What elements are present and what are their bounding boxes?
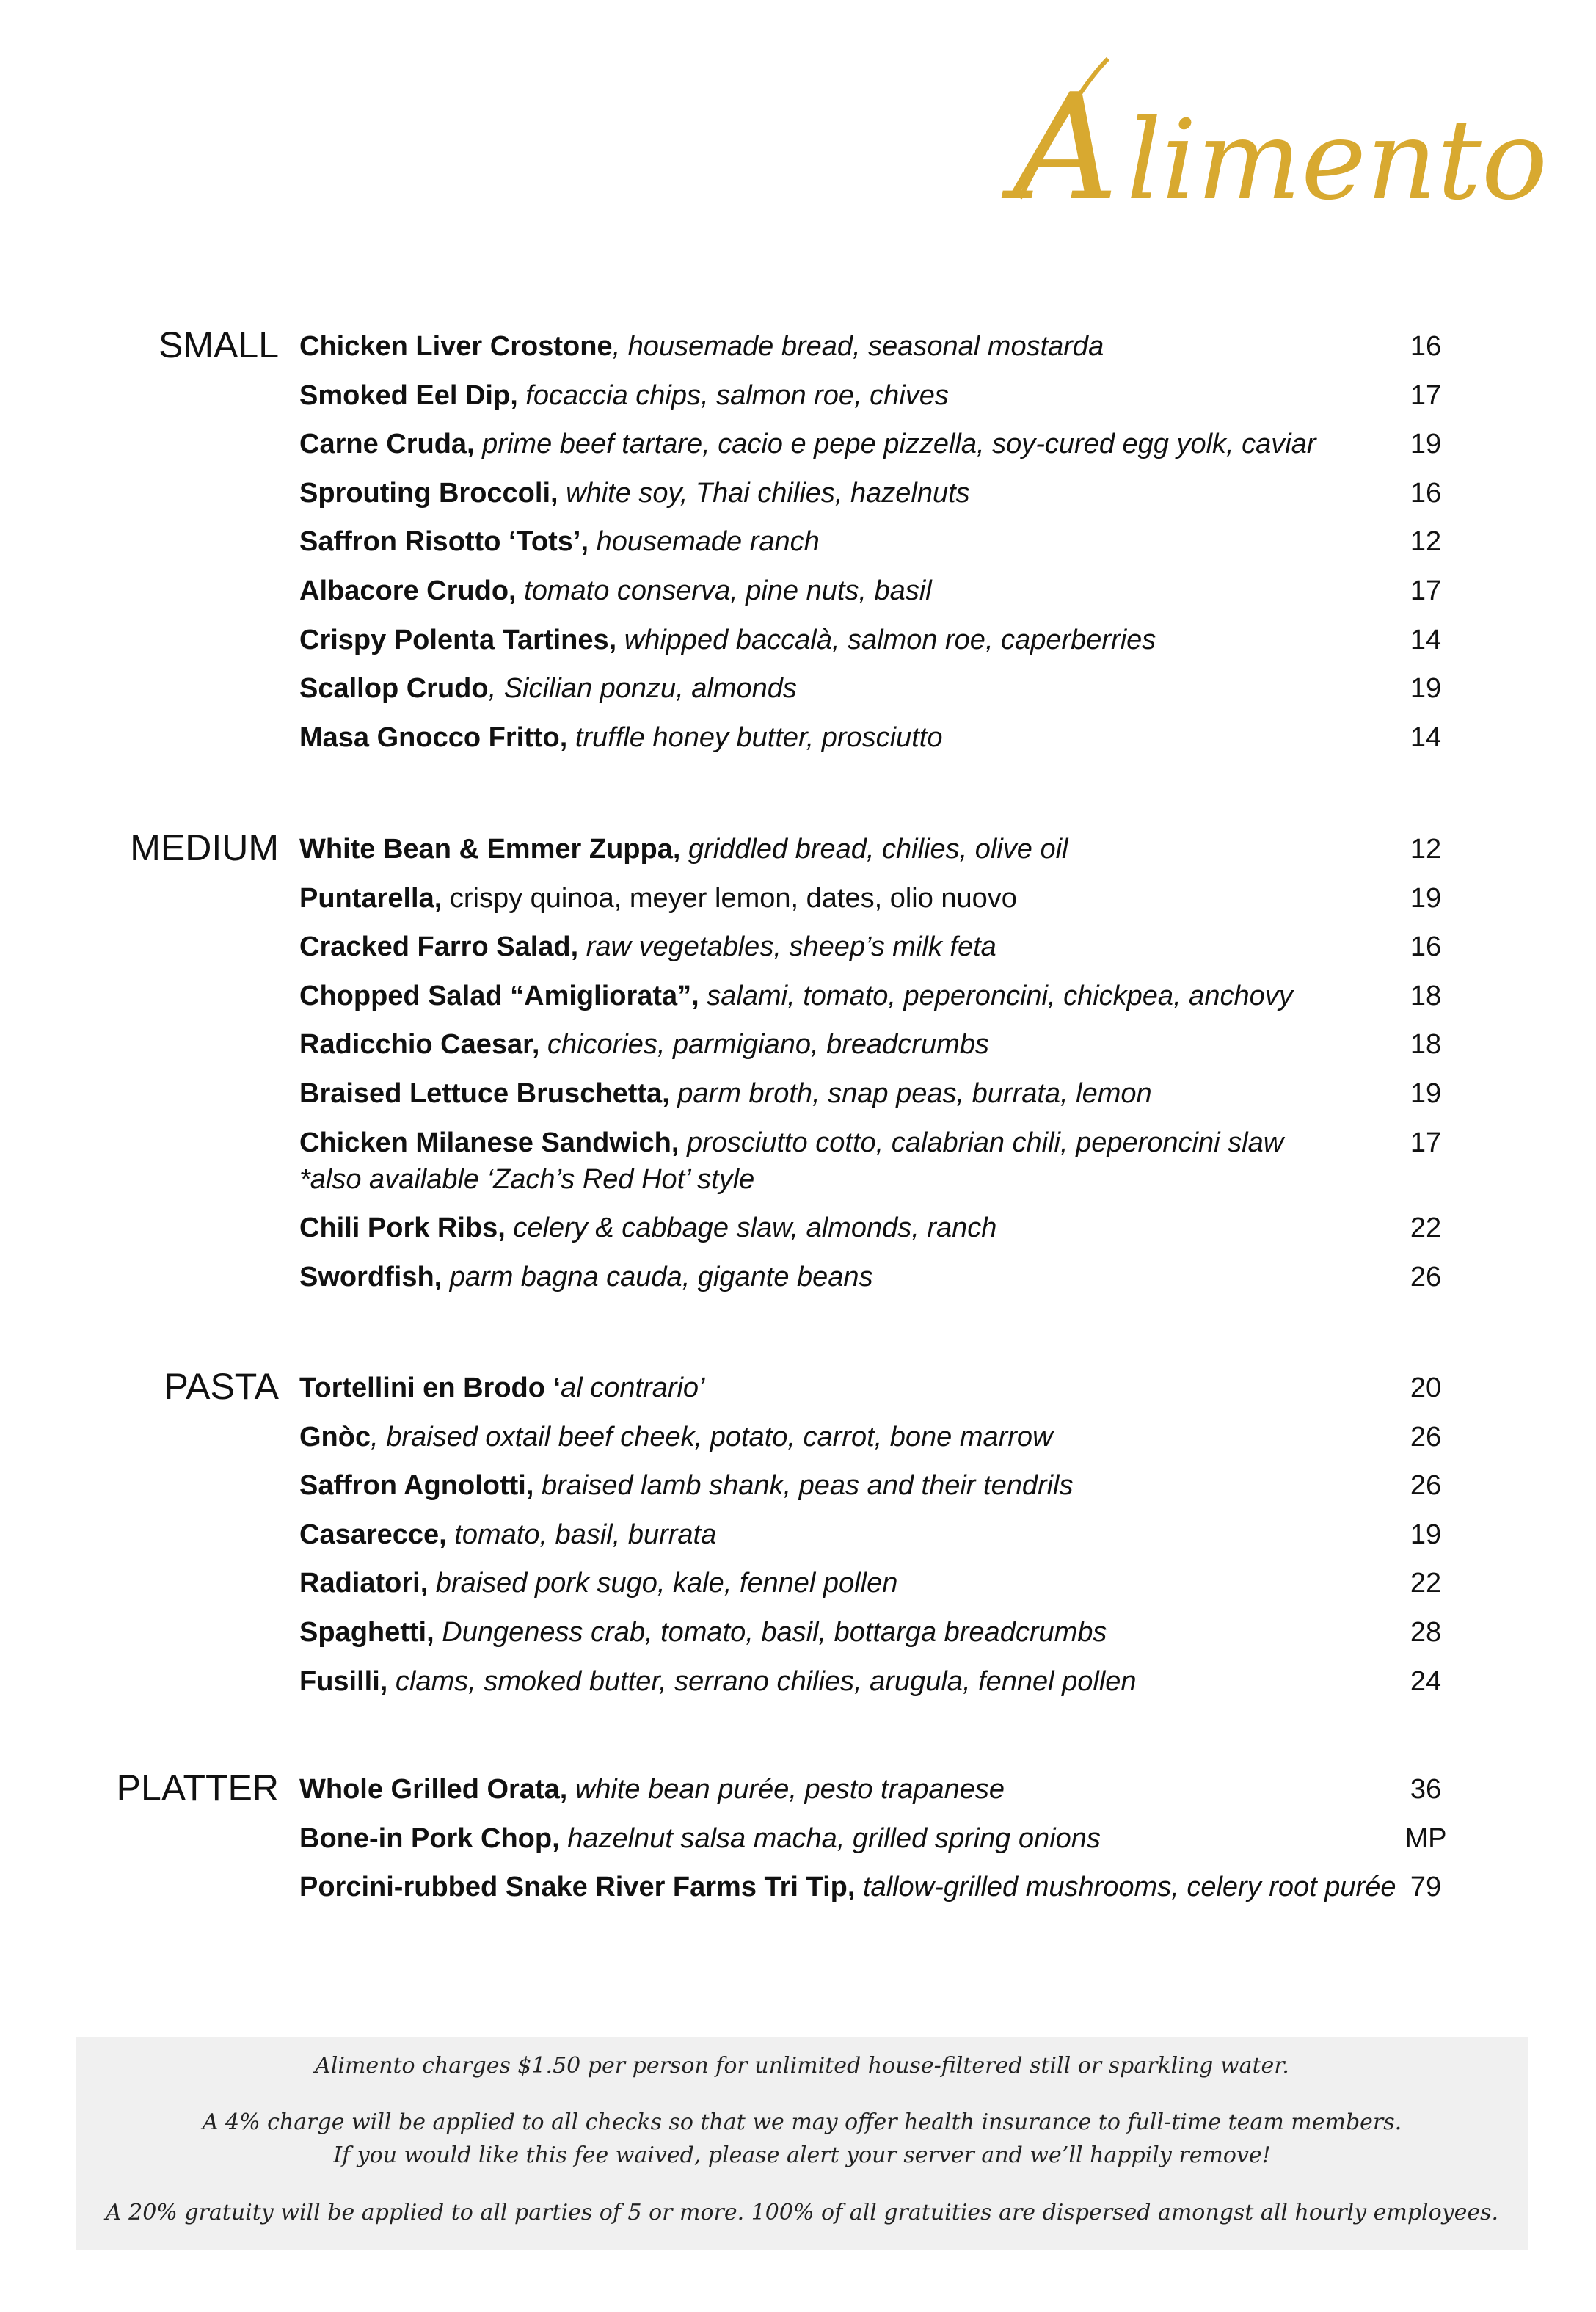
menu-item	[299, 1869, 1444, 1905]
menu-item-description: raw vegetables, sheep’s milk feta	[578, 931, 996, 963]
menu-item-price: 17	[1410, 575, 1442, 606]
menu-item-price: 16	[1410, 331, 1442, 362]
menu-item-name: Saffron Risotto ‘Tots’,	[299, 526, 589, 558]
menu-item-price: 18	[1410, 1029, 1442, 1061]
menu-item-description: white soy, Thai chilies, hazelnuts	[558, 477, 970, 509]
menu-item-name: Chicken Milanese Sandwich,	[299, 1127, 679, 1158]
menu-item	[299, 719, 1444, 756]
menu-item-price: 16	[1410, 931, 1442, 963]
menu-item-description: al contrario’	[561, 1373, 705, 1403]
menu-item-price: 19	[1410, 1078, 1442, 1109]
footer-health-note: A 4% charge will be applied to all checks so that we may offer health insurance to full-time team members.	[202, 2109, 1402, 2135]
menu-item-description: griddled bread, chilies, olive oil	[680, 834, 1068, 865]
menu-item-description: braised lamb shank, peas and their tendrils	[533, 1470, 1074, 1502]
menu-item	[299, 426, 1444, 462]
menu-item-price: 19	[1410, 1519, 1442, 1550]
menu-item-description: focaccia chips, salmon roe, chives	[517, 379, 949, 411]
menu-item-price: 19	[1410, 882, 1442, 914]
menu-item	[299, 475, 1444, 512]
menu-item-price: 17	[1410, 379, 1442, 411]
menu-item-price: 22	[1410, 1568, 1442, 1599]
menu-item-name: Casarecce,	[299, 1519, 447, 1550]
menu-item-description: , braised oxtail beef cheek, potato, carrot, bone marrow	[371, 1421, 1053, 1453]
menu-item	[299, 1210, 1444, 1246]
menu-item	[299, 1565, 1444, 1602]
menu-item-name: Cracked Farro Salad,	[299, 931, 579, 963]
menu-item-price: 16	[1410, 477, 1442, 509]
menu-item	[299, 572, 1444, 609]
menu-item-description: white bean purée, pesto trapanese	[567, 1774, 1005, 1805]
menu-item	[299, 1419, 1444, 1455]
menu-item	[299, 1663, 1444, 1700]
menu-item-description: whipped baccalà, salmon roe, caperberries	[616, 624, 1156, 655]
menu-item-description: celery & cabbage slaw, almonds, ranch	[505, 1213, 997, 1244]
menu-item-description: salami, tomato, peperoncini, chickpea, anchovy	[699, 980, 1293, 1011]
menu-item	[299, 1771, 1444, 1808]
menu-item-name: Whole Grilled Orata,	[299, 1774, 568, 1805]
menu-item	[299, 1614, 1444, 1651]
section-title: PLATTER	[116, 1767, 279, 1808]
menu-item-description: braised pork sugo, kale, fennel pollen	[428, 1568, 898, 1599]
menu-item-price: 14	[1410, 624, 1442, 655]
footer-waive-note: If you would like this fee waived, please alert your server and we’ll happily remove!	[333, 2142, 1271, 2168]
menu-item-price: 12	[1410, 834, 1442, 865]
menu-item-description: , housemade bread, seasonal mostarda	[612, 331, 1104, 362]
menu-item-name: Smoked Eel Dip,	[299, 379, 518, 411]
menu-item-name: Albacore Crudo,	[299, 575, 517, 606]
menu-item-price: 19	[1410, 673, 1442, 705]
menu-item-price: 20	[1410, 1373, 1442, 1403]
menu-item-name: Scallop Crudo	[299, 673, 489, 705]
menu-item-description: parm broth, snap peas, burrata, lemon	[669, 1078, 1152, 1109]
menu-item-name: Saffron Agnolotti,	[299, 1470, 534, 1502]
menu-item-name: Crispy Polenta Tartines,	[299, 624, 617, 655]
menu-item	[299, 622, 1444, 658]
menu-item-description: truffle honey butter, prosciutto	[567, 721, 943, 753]
menu-item-name: Chili Pork Ribs,	[299, 1213, 506, 1244]
menu-item-note: *also available ‘Zach’s Red Hot’ style	[299, 1163, 755, 1195]
menu-item-price: MP	[1404, 1822, 1447, 1854]
menu-item-price: 19	[1410, 429, 1442, 460]
section-title: MEDIUM	[130, 827, 279, 868]
menu-item-description: crispy quinoa, meyer lemon, dates, olio nuovo	[442, 882, 1017, 914]
menu-item-name: Radicchio Caesar,	[299, 1029, 540, 1061]
menu-item-description: chicories, parmigiano, breadcrumbs	[539, 1029, 989, 1061]
menu-item	[299, 670, 1444, 707]
menu-item	[299, 523, 1444, 560]
footer-gratuity-note: A 20% gratuity will be applied to all parties of 5 or more. 100% of all gratuities are dispersed amongst all hourly employees.	[105, 2200, 1499, 2225]
menu-item-price: 17	[1410, 1127, 1442, 1158]
menu-item	[299, 328, 1444, 365]
menu-item-name: Fusilli,	[299, 1665, 388, 1697]
menu-item-description: housemade ranch	[589, 526, 820, 558]
menu-item	[299, 1370, 1444, 1406]
menu-item-description: hazelnut salsa macha, grilled spring onions	[559, 1822, 1101, 1854]
menu-item-name: Puntarella,	[299, 882, 442, 914]
menu-item-name: White Bean & Emmer Zuppa,	[299, 834, 681, 865]
menu-item-price: 24	[1410, 1665, 1442, 1697]
logo-initial: A	[1013, 62, 1119, 233]
section-title: PASTA	[164, 1366, 279, 1407]
menu-item-price: 18	[1410, 980, 1442, 1011]
menu-item-name: Chicken Liver Crostone	[299, 331, 613, 362]
menu-item-description: Dungeness crab, tomato, basil, bottarga breadcrumbs	[434, 1617, 1107, 1648]
menu-item-description: parm bagna cauda, gigante beans	[442, 1261, 873, 1293]
menu-item-price: 26	[1410, 1421, 1442, 1453]
menu-item-price: 26	[1410, 1470, 1442, 1502]
menu-item-name: Braised Lettuce Bruschetta,	[299, 1078, 670, 1109]
footer-notice-box	[76, 2037, 1528, 2250]
menu-item	[299, 1026, 1444, 1063]
menu-item-name: Swordfish,	[299, 1261, 442, 1293]
menu-item-description: clams, smoked butter, serrano chilies, arugula, fennel pollen	[387, 1665, 1137, 1697]
menu-item-name: Spaghetti,	[299, 1617, 434, 1648]
menu-item	[299, 831, 1444, 868]
menu-item-description: prosciutto cotto, calabrian chili, peperoncini slaw	[679, 1127, 1284, 1158]
menu-item-price: 14	[1410, 721, 1442, 753]
menu-item	[299, 1124, 1444, 1198]
menu-item	[299, 880, 1444, 917]
menu-item-name: Sprouting Broccoli,	[299, 477, 558, 509]
menu-item	[299, 978, 1444, 1014]
menu-item-name: Tortellini en Brodo ‘	[299, 1373, 561, 1403]
menu-item	[299, 1516, 1444, 1553]
menu-item	[299, 1820, 1447, 1857]
menu-item-description: tomato, basil, burrata	[446, 1519, 717, 1550]
menu-item	[299, 1259, 1444, 1295]
menu-item	[299, 1467, 1444, 1504]
menu-item-name: Chopped Salad “Amigliorata”,	[299, 980, 699, 1011]
menu-item-price: 79	[1410, 1872, 1442, 1903]
menu-item-price: 26	[1410, 1261, 1442, 1293]
menu-item-price: 22	[1410, 1213, 1442, 1244]
footer-water-note: Alimento charges $1.50 per person for unlimited house-filtered still or sparkling water.	[315, 2053, 1289, 2079]
menu-item-name: Carne Cruda,	[299, 429, 475, 460]
menu-item-name: Porcini-rubbed Snake River Farms Tri Tip,	[299, 1872, 856, 1903]
menu-item-name: Gnòc	[299, 1421, 371, 1453]
menu-item-price: 36	[1410, 1774, 1442, 1805]
menu-item-description: prime beef tartare, cacio e pepe pizzella, soy-cured egg yolk, caviar	[474, 429, 1316, 460]
menu-item-price: 28	[1410, 1617, 1442, 1648]
menu-item-name: Masa Gnocco Fritto,	[299, 721, 568, 753]
menu-item-description: , Sicilian ponzu, almonds	[488, 673, 797, 705]
menu-item-description: tomato conserva, pine nuts, basil	[516, 575, 932, 606]
alimento-logo	[998, 44, 1548, 257]
menu-item-name: Radiatori,	[299, 1568, 429, 1599]
menu-item	[299, 377, 1444, 414]
menu-item	[299, 928, 1444, 965]
menu-item-name: Bone-in Pork Chop,	[299, 1822, 560, 1854]
menu-item-price: 12	[1410, 526, 1442, 558]
menu-item-description: tallow-grilled mushrooms, celery root purée	[855, 1872, 1396, 1903]
logo-rest: limento	[1126, 97, 1548, 225]
section-title: SMALL	[158, 324, 279, 366]
alimento-logo-mark	[998, 44, 1548, 257]
menu-item	[299, 1075, 1444, 1112]
